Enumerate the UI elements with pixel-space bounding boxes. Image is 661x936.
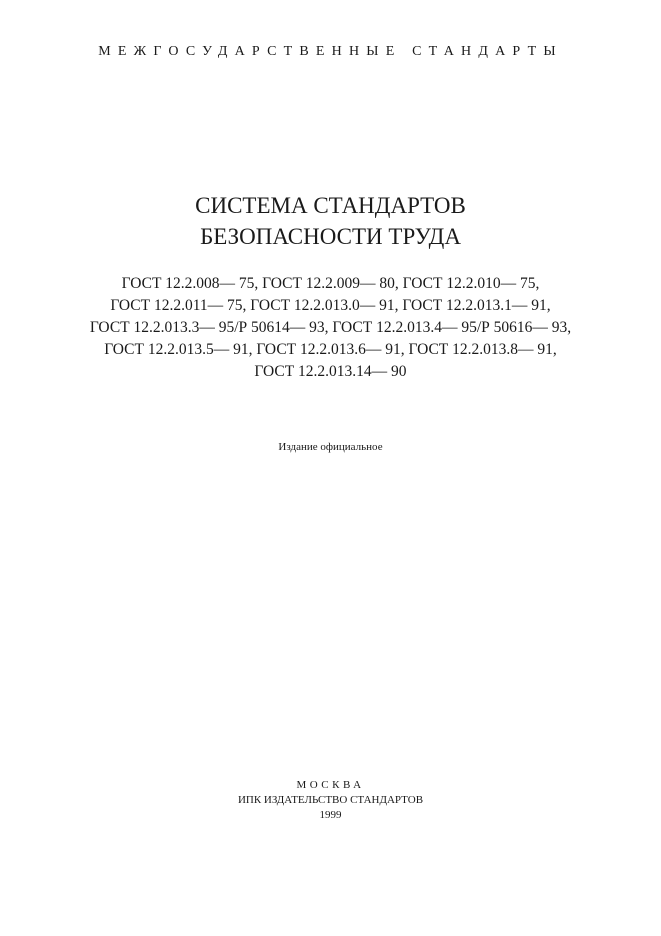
- gost-line: ГОСТ 12.2.011— 75, ГОСТ 12.2.013.0— 91, ГОСТ 12.2.013.1— 91,: [110, 297, 551, 314]
- gost-line: ГОСТ 12.2.013.5— 91, ГОСТ 12.2.013.6— 91, ГОСТ 12.2.013.8— 91,: [104, 341, 557, 358]
- gost-line: ГОСТ 12.2.013.14— 90: [254, 363, 407, 380]
- imprint-city: МОСКВА: [296, 779, 365, 791]
- title-line-2: БЕЗОПАСНОСТИ ТРУДА: [200, 224, 461, 249]
- title-line-1: СИСТЕМА СТАНДАРТОВ: [195, 193, 466, 218]
- edition-note: Издание официальное: [278, 441, 383, 453]
- gost-standards-list: [0, 273, 661, 383]
- imprint-publisher: ИПК ИЗДАТЕЛЬСТВО СТАНДАРТОВ: [237, 794, 424, 806]
- imprint: [0, 778, 661, 823]
- gost-line: ГОСТ 12.2.013.3— 95/Р 50614— 93, ГОСТ 12.2.013.4— 95/Р 50616— 93,: [89, 319, 572, 336]
- series-header: МЕЖГОСУДАРСТВЕННЫЕ СТАНДАРТЫ: [98, 44, 563, 59]
- gost-line: ГОСТ 12.2.008— 75, ГОСТ 12.2.009— 80, ГОСТ 12.2.010— 75,: [121, 275, 540, 292]
- imprint-year: 1999: [319, 809, 342, 821]
- document-title: [0, 190, 661, 252]
